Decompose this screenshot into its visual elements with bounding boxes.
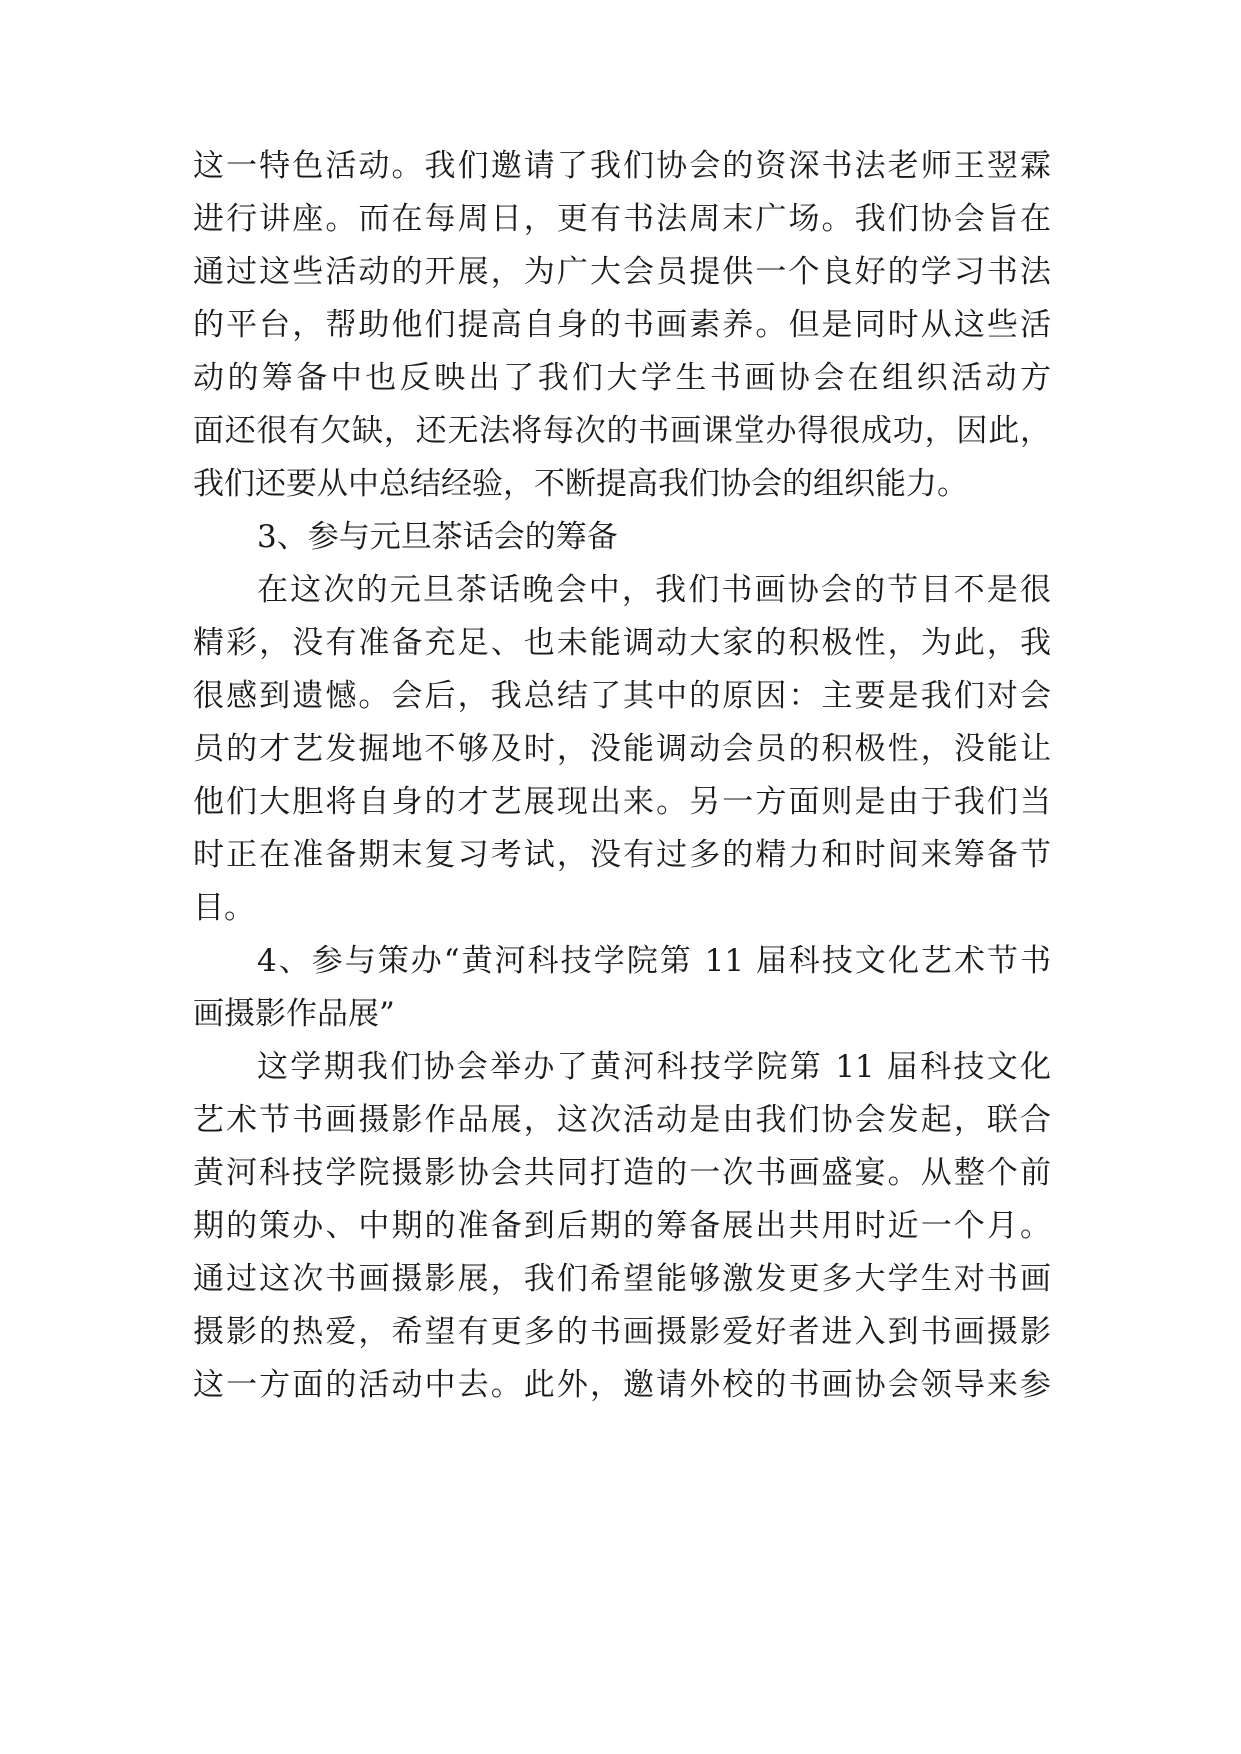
text-line: 黄河科技学院摄影协会共同打造的一次书画盛宴。从整个前 (193, 1155, 1051, 1191)
text-line: 这一特色活动。我们邀请了我们协会的资深书法老师王翌霖 (193, 148, 1051, 184)
text-line: 目。 (193, 890, 255, 926)
text-line: 期的策办、中期的准备到后期的筹备展出共用时近一个月。 (193, 1208, 1051, 1244)
section-heading: 4、参与策办“黄河科技学院第 11 届科技文化艺术节书 (257, 943, 1051, 979)
text-line: 艺术节书画摄影作品展，这次活动是由我们协会发起，联合 (193, 1102, 1051, 1138)
text-line: 员的才艺发掘地不够及时，没能调动会员的积极性，没能让 (193, 731, 1051, 767)
text-line: 这一方面的活动中去。此外，邀请外校的书画协会领导来参 (193, 1367, 1051, 1403)
text-line: 摄影的热爱，希望有更多的书画摄影爱好者进入到书画摄影 (193, 1314, 1051, 1350)
text-line: 通过这些活动的开展，为广大会员提供一个良好的学习书法 (193, 254, 1051, 290)
text-line: 在这次的元旦茶话晚会中，我们书画协会的节目不是很 (257, 572, 1051, 608)
section-heading: 3、参与元旦茶话会的筹备 (257, 519, 618, 555)
text-line: 进行讲座。而在每周日，更有书法周末广场。我们协会旨在 (193, 201, 1051, 237)
section-heading-continued: 画摄影作品展” (193, 996, 395, 1032)
text-line: 我们还要从中总结经验，不断提高我们协会的组织能力。 (193, 466, 968, 502)
text-line: 这学期我们协会举办了黄河科技学院第 11 届科技文化 (257, 1049, 1051, 1085)
text-line: 他们大胆将自身的才艺展现出来。另一方面则是由于我们当 (193, 784, 1051, 820)
text-line: 很感到遗憾。会后，我总结了其中的原因：主要是我们对会 (193, 678, 1051, 714)
text-line: 面还很有欠缺，还无法将每次的书画课堂办得很成功，因此， (193, 413, 1051, 449)
text-line: 的平台，帮助他们提高自身的书画素养。但是同时从这些活 (193, 307, 1051, 343)
text-line: 时正在准备期末复习考试，没有过多的精力和时间来筹备节 (193, 837, 1051, 873)
text-line: 动的筹备中也反映出了我们大学生书画协会在组织活动方 (193, 360, 1051, 396)
text-line: 精彩，没有准备充足、也未能调动大家的积极性，为此，我 (193, 625, 1051, 661)
text-line: 通过这次书画摄影展，我们希望能够激发更多大学生对书画 (193, 1261, 1051, 1297)
